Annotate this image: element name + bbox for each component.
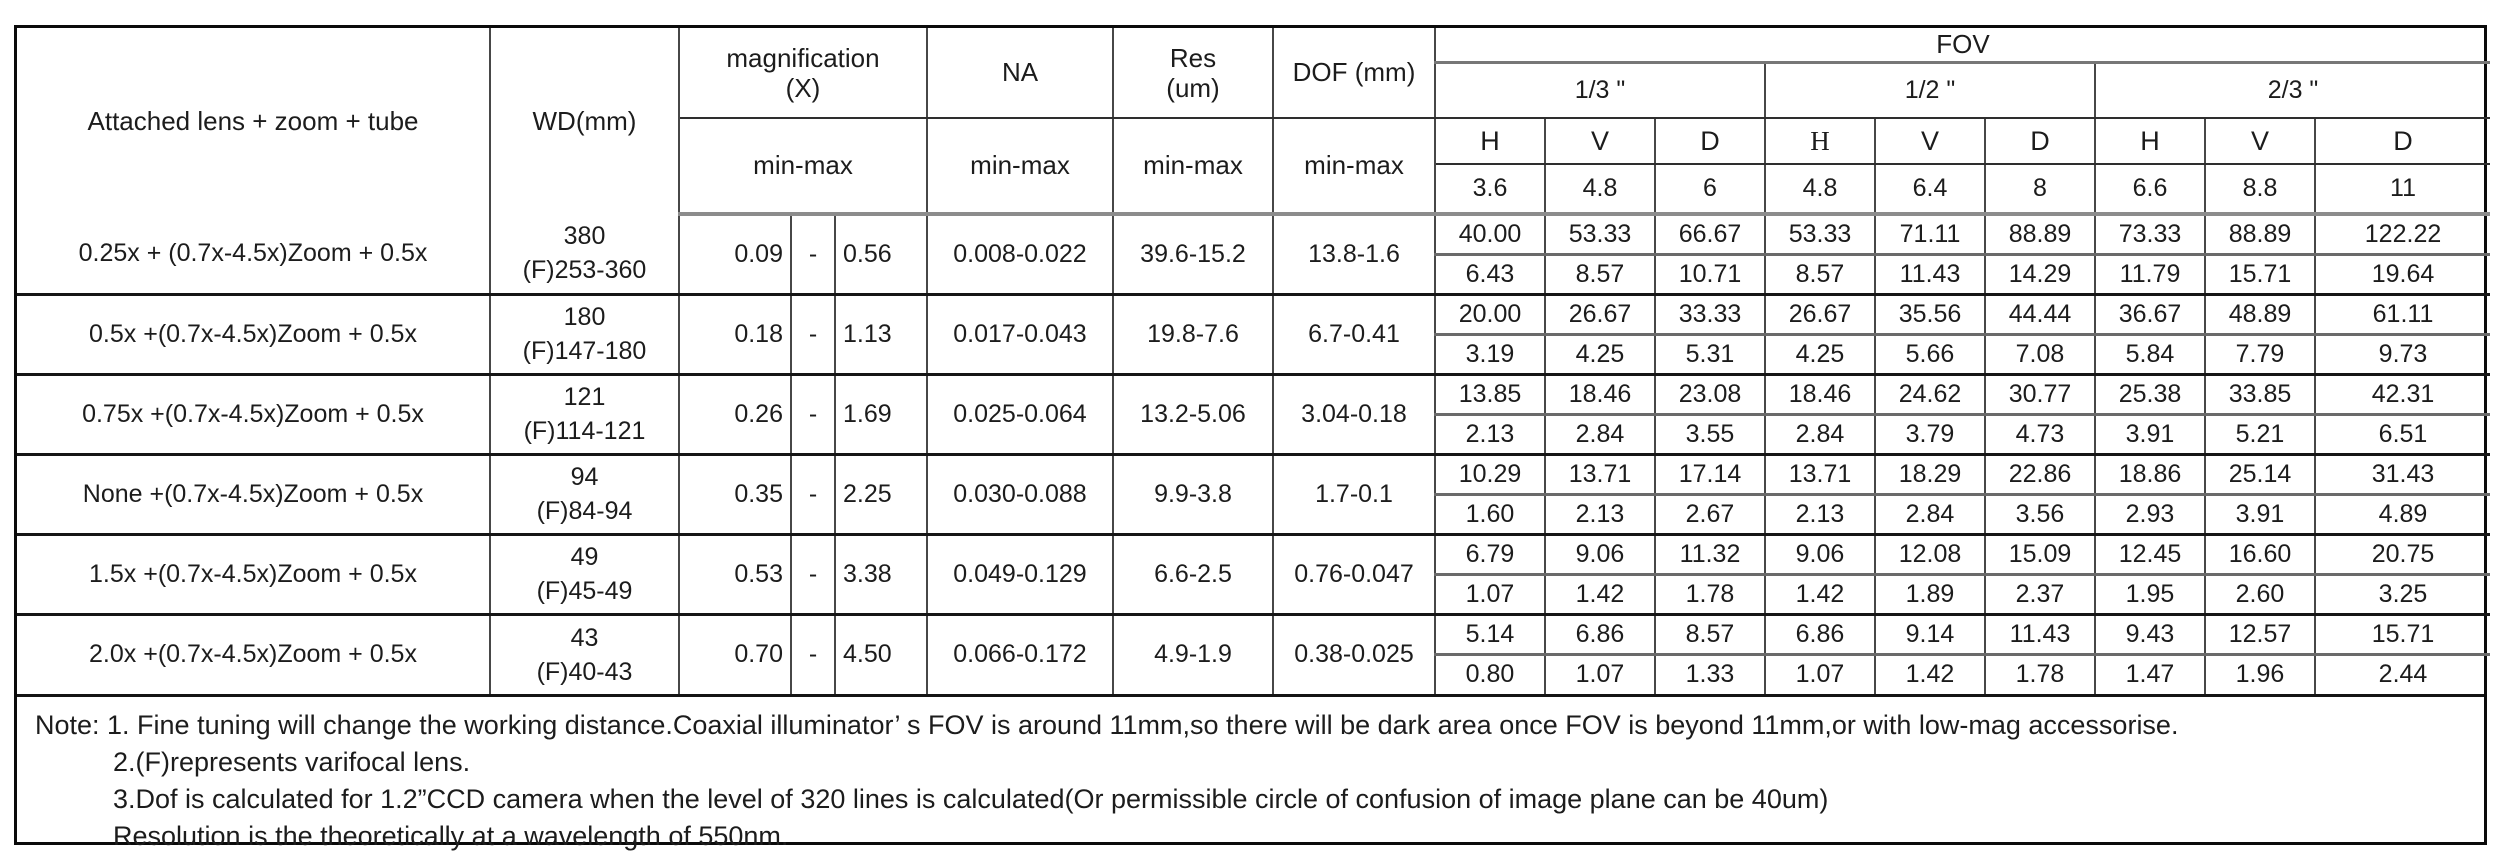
sensor-dimension: 3.6 xyxy=(1435,164,1545,214)
fov-max-value: 12.57 xyxy=(2205,614,2315,654)
minmax-label-res: min-max xyxy=(1113,118,1273,214)
minmax-label-magnification: min-max xyxy=(679,118,927,214)
fov-min-value: 1.60 xyxy=(1435,494,1545,534)
fov-min-value: 5.31 xyxy=(1655,334,1765,374)
spec-table-body xyxy=(17,214,2490,694)
fov-min-value: 1.07 xyxy=(1765,654,1875,694)
note-line-2: 2.(F)represents varifocal lens. xyxy=(113,747,471,777)
fov-max-value: 9.14 xyxy=(1875,614,1985,654)
lens-combination-cell: 0.25x + (0.7x-4.5x)Zoom + 0.5x xyxy=(17,214,490,294)
mag-dash-cell: - xyxy=(791,614,835,694)
wd-cell xyxy=(490,374,679,454)
fov-max-value: 73.33 xyxy=(2095,214,2205,254)
fov-max-value: 33.33 xyxy=(1655,294,1765,334)
wd-varifocal-range: (F)253-360 xyxy=(522,256,647,285)
col-header-wd: WD(mm) xyxy=(490,28,679,214)
mag-dash-cell: - xyxy=(791,214,835,294)
fov-max-value: 53.33 xyxy=(1765,214,1875,254)
fov-max-value: 18.46 xyxy=(1545,374,1655,414)
fov-min-value: 1.89 xyxy=(1875,574,1985,614)
fov-min-value: 2.84 xyxy=(1765,414,1875,454)
fov-min-value: 5.84 xyxy=(2095,334,2205,374)
fov-max-value: 25.38 xyxy=(2095,374,2205,414)
fov-max-value: 18.46 xyxy=(1765,374,1875,414)
wd-value: 180 xyxy=(563,303,606,331)
fov-min-value: 8.57 xyxy=(1765,254,1875,294)
mag-max-cell: 0.56 xyxy=(835,214,927,294)
fov-max-value: 11.43 xyxy=(1985,614,2095,654)
res-range-cell: 39.6-15.2 xyxy=(1113,214,1273,294)
fov-max-value: 61.11 xyxy=(2315,294,2490,334)
wd-value: 121 xyxy=(563,383,606,411)
res-unit: (um) xyxy=(1166,72,1220,103)
fov-min-value: 1.95 xyxy=(2095,574,2205,614)
fov-min-value: 19.64 xyxy=(2315,254,2490,294)
na-range-cell: 0.066-0.172 xyxy=(927,614,1113,694)
fov-max-value: 16.60 xyxy=(2205,534,2315,574)
fov-min-value: 2.44 xyxy=(2315,654,2490,694)
sensor-dimension: 8.8 xyxy=(2205,164,2315,214)
wd-varifocal-range: (F)40-43 xyxy=(536,657,633,686)
sensor-dimension: 6 xyxy=(1655,164,1765,214)
mag-dash-cell: - xyxy=(791,454,835,534)
fov-min-value: 11.79 xyxy=(2095,254,2205,294)
spec-row xyxy=(17,534,2490,574)
dof-range-cell: 0.38-0.025 xyxy=(1273,614,1435,694)
fov-min-value: 7.79 xyxy=(2205,334,2315,374)
na-range-cell: 0.017-0.043 xyxy=(927,294,1113,374)
fov-max-value: 44.44 xyxy=(1985,294,2095,334)
fov-axis-label: H xyxy=(1435,118,1545,164)
dof-range-cell: 0.76-0.047 xyxy=(1273,534,1435,614)
mag-max-cell: 4.50 xyxy=(835,614,927,694)
col-header-magnification xyxy=(679,28,927,118)
lens-combination-cell: 1.5x +(0.7x-4.5x)Zoom + 0.5x xyxy=(17,534,490,614)
fov-min-value: 0.80 xyxy=(1435,654,1545,694)
sensor-size-label: 1/3 " xyxy=(1435,62,1765,118)
fov-max-value: 20.00 xyxy=(1435,294,1545,334)
mag-dash-cell: - xyxy=(791,294,835,374)
fov-min-value: 9.73 xyxy=(2315,334,2490,374)
res-range-cell: 9.9-3.8 xyxy=(1113,454,1273,534)
wd-value: 94 xyxy=(570,463,599,491)
magnification-unit: (X) xyxy=(785,72,821,103)
wd-varifocal-range: (F)114-121 xyxy=(523,417,646,445)
dof-range-cell: 3.04-0.18 xyxy=(1273,374,1435,454)
fov-max-value: 66.67 xyxy=(1655,214,1765,254)
fov-max-value: 18.86 xyxy=(2095,454,2205,494)
fov-max-value: 20.75 xyxy=(2315,534,2490,574)
fov-max-value: 40.00 xyxy=(1435,214,1545,254)
note-line-4: Resolution is the theoretically at a wavelength of 550nm. xyxy=(113,821,789,851)
res-range-cell: 6.6-2.5 xyxy=(1113,534,1273,614)
fov-min-value: 5.66 xyxy=(1875,334,1985,374)
lens-combination-cell: 2.0x +(0.7x-4.5x)Zoom + 0.5x xyxy=(17,614,490,694)
res-label: Res xyxy=(1169,42,1217,73)
wd-varifocal-range: (F)84-94 xyxy=(536,497,633,525)
fov-min-value: 4.89 xyxy=(2315,494,2490,534)
fov-max-value: 10.29 xyxy=(1435,454,1545,494)
col-header-dof: DOF (mm) xyxy=(1273,28,1435,118)
note-line-3: 3.Dof is calculated for 1.2”CCD camera when the level of 320 lines is calculated(Or permissible circle of confusion of image plane can be 40um) xyxy=(113,784,1829,814)
fov-max-value: 6.86 xyxy=(1765,614,1875,654)
na-range-cell: 0.049-0.129 xyxy=(927,534,1113,614)
fov-max-value: 5.14 xyxy=(1435,614,1545,654)
fov-max-value: 22.86 xyxy=(1985,454,2095,494)
fov-min-value: 5.21 xyxy=(2205,414,2315,454)
fov-max-value: 26.67 xyxy=(1545,294,1655,334)
fov-max-value: 12.45 xyxy=(2095,534,2205,574)
na-range-cell: 0.025-0.064 xyxy=(927,374,1113,454)
fov-min-value: 2.84 xyxy=(1545,414,1655,454)
fov-max-value: 71.11 xyxy=(1875,214,1985,254)
fov-min-value: 2.84 xyxy=(1875,494,1985,534)
mag-max-cell: 2.25 xyxy=(835,454,927,534)
lens-spec-table xyxy=(17,28,2490,694)
spec-row xyxy=(17,294,2490,334)
na-range-cell: 0.008-0.022 xyxy=(927,214,1113,294)
wd-varifocal-range: (F)147-180 xyxy=(522,337,647,365)
fov-min-value: 1.42 xyxy=(1545,574,1655,614)
fov-axis-label: H xyxy=(1765,118,1875,164)
header-row-fov xyxy=(17,28,2490,62)
fov-max-value: 6.86 xyxy=(1545,614,1655,654)
fov-min-value: 1.33 xyxy=(1655,654,1765,694)
sensor-dimension: 6.4 xyxy=(1875,164,1985,214)
fov-max-value: 13.85 xyxy=(1435,374,1545,414)
fov-axis-label: D xyxy=(1985,118,2095,164)
fov-max-value: 30.77 xyxy=(1985,374,2095,414)
fov-axis-label: V xyxy=(1875,118,1985,164)
fov-min-value: 2.60 xyxy=(2205,574,2315,614)
fov-max-value: 24.62 xyxy=(1875,374,1985,414)
fov-max-value: 18.29 xyxy=(1875,454,1985,494)
fov-max-value: 15.71 xyxy=(2315,614,2490,654)
fov-max-value: 33.85 xyxy=(2205,374,2315,414)
sensor-dimension: 11 xyxy=(2315,164,2490,214)
fov-max-value: 11.32 xyxy=(1655,534,1765,574)
fov-max-value: 13.71 xyxy=(1545,454,1655,494)
fov-min-value: 6.51 xyxy=(2315,414,2490,454)
fov-max-value: 13.71 xyxy=(1765,454,1875,494)
fov-max-value: 26.67 xyxy=(1765,294,1875,334)
fov-max-value: 88.89 xyxy=(1985,214,2095,254)
wd-cell xyxy=(490,214,679,294)
sensor-dimension: 6.6 xyxy=(2095,164,2205,214)
mag-min-cell: 0.26 xyxy=(679,374,791,454)
fov-max-value: 12.08 xyxy=(1875,534,1985,574)
fov-max-value: 8.57 xyxy=(1655,614,1765,654)
spec-row xyxy=(17,214,2490,254)
fov-min-value: 2.67 xyxy=(1655,494,1765,534)
dof-range-cell: 6.7-0.41 xyxy=(1273,294,1435,374)
fov-axis-label: D xyxy=(1655,118,1765,164)
mag-max-cell: 3.38 xyxy=(835,534,927,614)
table-header xyxy=(17,28,2490,214)
fov-min-value: 3.56 xyxy=(1985,494,2095,534)
col-header-lens: Attached lens + zoom + tube xyxy=(17,28,490,214)
fov-min-value: 1.78 xyxy=(1655,574,1765,614)
lens-combination-cell: None +(0.7x-4.5x)Zoom + 0.5x xyxy=(17,454,490,534)
fov-min-value: 4.25 xyxy=(1545,334,1655,374)
fov-max-value: 17.14 xyxy=(1655,454,1765,494)
fov-min-value: 3.79 xyxy=(1875,414,1985,454)
fov-min-value: 1.42 xyxy=(1765,574,1875,614)
fov-max-value: 122.22 xyxy=(2364,219,2442,248)
mag-min-cell: 0.18 xyxy=(679,294,791,374)
res-range-cell: 19.8-7.6 xyxy=(1113,294,1273,374)
fov-max-value: 53.33 xyxy=(1545,214,1655,254)
sensor-size-label: 2/3 " xyxy=(2095,62,2490,118)
fov-min-value: 2.13 xyxy=(1765,494,1875,534)
notes xyxy=(17,694,2484,855)
fov-min-value: 11.43 xyxy=(1875,254,1985,294)
fov-min-value: 6.43 xyxy=(1435,254,1545,294)
spec-row xyxy=(17,614,2490,654)
wd-cell xyxy=(490,534,679,614)
sensor-dimension: 4.8 xyxy=(1765,164,1875,214)
fov-min-value: 1.42 xyxy=(1875,654,1985,694)
fov-max-value: 15.09 xyxy=(1985,534,2095,574)
fov-max-value: 9.06 xyxy=(1765,534,1875,574)
magnification-label: magnification xyxy=(726,42,880,73)
sensor-size-label: 1/2 " xyxy=(1765,62,2095,118)
col-header-na: NA xyxy=(927,28,1113,118)
fov-min-value: 3.19 xyxy=(1435,334,1545,374)
wd-value: 49 xyxy=(570,543,599,571)
fov-axis-label: V xyxy=(2205,118,2315,164)
fov-min-value: 15.71 xyxy=(2205,254,2315,294)
fov-min-value: 14.29 xyxy=(1985,254,2095,294)
fov-max-value: 35.56 xyxy=(1875,294,1985,334)
mag-min-cell: 0.53 xyxy=(679,534,791,614)
fov-max-value: 42.31 xyxy=(2315,374,2490,414)
mag-min-cell: 0.09 xyxy=(679,214,791,294)
fov-max-value: 48.89 xyxy=(2205,294,2315,334)
minmax-label-dof: min-max xyxy=(1273,118,1435,214)
mag-min-cell: 0.35 xyxy=(679,454,791,534)
mag-dash-cell: - xyxy=(791,534,835,614)
sensor-dimension: 8 xyxy=(1985,164,2095,214)
fov-min-value: 3.91 xyxy=(2095,414,2205,454)
fov-min-value: 2.13 xyxy=(1435,414,1545,454)
wd-cell xyxy=(490,614,679,694)
dof-range-cell: 1.7-0.1 xyxy=(1273,454,1435,534)
wd-varifocal-range: (F)45-49 xyxy=(536,577,633,605)
fov-min-value: 2.93 xyxy=(2095,494,2205,534)
fov-max-value: 88.89 xyxy=(2205,214,2315,254)
fov-min-value: 1.07 xyxy=(1545,654,1655,694)
fov-min-value: 2.13 xyxy=(1545,494,1655,534)
mag-max-cell: 1.13 xyxy=(835,294,927,374)
fov-axis-label: V xyxy=(1545,118,1655,164)
fov-min-value: 3.91 xyxy=(2205,494,2315,534)
fov-axis-label: H xyxy=(2095,118,2205,164)
na-range-cell: 0.030-0.088 xyxy=(927,454,1113,534)
fov-min-value: 1.47 xyxy=(2095,654,2205,694)
spec-row xyxy=(17,454,2490,494)
fov-max-value: 6.79 xyxy=(1435,534,1545,574)
fov-min-value: 7.08 xyxy=(1985,334,2095,374)
fov-min-value: 3.25 xyxy=(2315,574,2490,614)
wd-cell xyxy=(490,294,679,374)
wd-value: 43 xyxy=(570,623,599,652)
fov-axis-label: D xyxy=(2315,118,2490,164)
fov-min-value: 4.25 xyxy=(1765,334,1875,374)
wd-value: 380 xyxy=(563,222,606,251)
fov-min-value: 10.71 xyxy=(1655,254,1765,294)
spec-row xyxy=(17,374,2490,414)
wd-cell xyxy=(490,454,679,534)
lens-combination-cell: 0.5x +(0.7x-4.5x)Zoom + 0.5x xyxy=(17,294,490,374)
minmax-label-na: min-max xyxy=(927,118,1113,214)
spec-sheet xyxy=(14,25,2487,851)
sensor-dimension: 4.8 xyxy=(1545,164,1655,214)
fov-min-value: 1.96 xyxy=(2205,654,2315,694)
fov-max-value: 31.43 xyxy=(2315,454,2490,494)
fov-min-value: 4.73 xyxy=(1985,414,2095,454)
fov-min-value: 1.07 xyxy=(1435,574,1545,614)
res-range-cell: 13.2-5.06 xyxy=(1113,374,1273,454)
fov-min-value: 8.57 xyxy=(1545,254,1655,294)
note-line-1: Note: 1. Fine tuning will change the working distance.Coaxial illuminator’ s FOV is around 11mm,so there will be dark area once FOV is beyond 11mm,or with low-mag accessorise. xyxy=(35,710,2179,740)
mag-min-cell: 0.70 xyxy=(679,614,791,694)
mag-dash-cell: - xyxy=(791,374,835,454)
fov-max-value: 23.08 xyxy=(1655,374,1765,414)
lens-combination-cell: 0.75x +(0.7x-4.5x)Zoom + 0.5x xyxy=(17,374,490,454)
fov-max-value: 9.43 xyxy=(2095,614,2205,654)
res-range-cell: 4.9-1.9 xyxy=(1113,614,1273,694)
fov-max-value: 36.67 xyxy=(2095,294,2205,334)
col-header-fov: FOV xyxy=(1435,28,2490,62)
dof-range-cell: 13.8-1.6 xyxy=(1273,214,1435,294)
fov-min-value: 1.78 xyxy=(1985,654,2095,694)
fov-min-value: 3.55 xyxy=(1655,414,1765,454)
col-header-res xyxy=(1113,28,1273,118)
mag-max-cell: 1.69 xyxy=(835,374,927,454)
fov-max-value: 9.06 xyxy=(1545,534,1655,574)
fov-max-value: 25.14 xyxy=(2205,454,2315,494)
fov-min-value: 2.37 xyxy=(1985,574,2095,614)
